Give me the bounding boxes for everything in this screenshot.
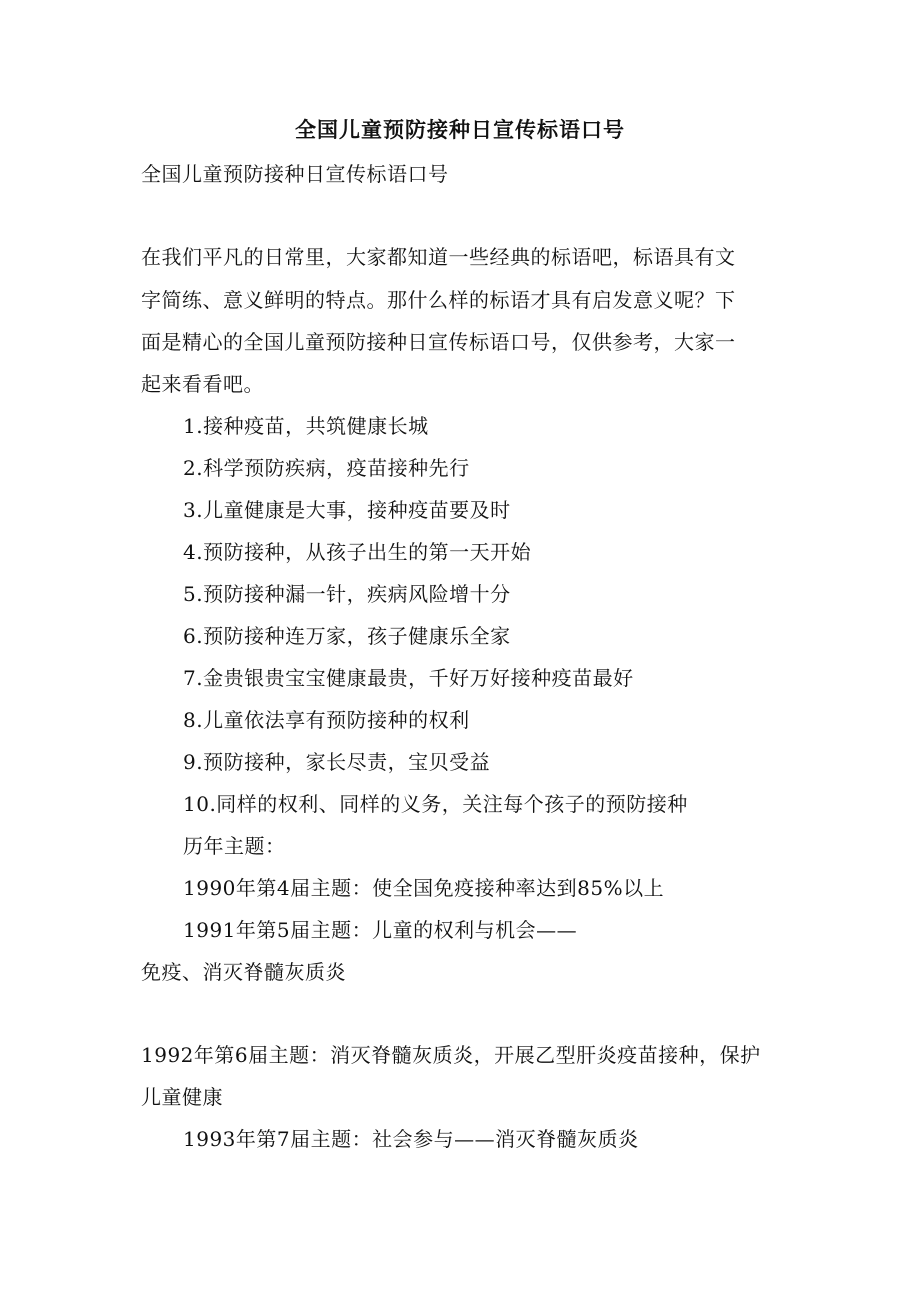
theme-1992-continued: 儿童健康 xyxy=(141,1085,223,1109)
theme-1992: 1992年第6届主题：消灭脊髓灰质炎，开展乙型肝炎疫苗接种，保护 xyxy=(141,1043,761,1067)
intro-line-3: 面是精心的全国儿童预防接种日宣传标语口号，仅供参考，大家一 xyxy=(141,330,736,354)
slogan-item-5: 5.预防接种漏一针，疾病风险增十分 xyxy=(183,582,511,606)
slogan-item-8: 8.儿童依法享有预防接种的权利 xyxy=(183,708,470,732)
slogan-item-6: 6.预防接种连万家，孩子健康乐全家 xyxy=(183,624,511,648)
document-subtitle: 全国儿童预防接种日宣传标语口号 xyxy=(141,162,449,186)
intro-line-2: 字简练、意义鲜明的特点。那什么样的标语才具有启发意义呢？下 xyxy=(141,288,736,312)
slogan-item-7: 7.金贵银贵宝宝健康最贵，千好万好接种疫苗最好 xyxy=(183,666,634,690)
slogan-item-9: 9.预防接种，家长尽责，宝贝受益 xyxy=(183,750,491,774)
slogan-item-1: 1.接种疫苗，共筑健康长城 xyxy=(183,414,429,438)
slogan-item-2: 2.科学预防疾病，疫苗接种先行 xyxy=(183,456,470,480)
slogan-item-10: 10.同样的权利、同样的义务，关注每个孩子的预防接种 xyxy=(183,792,688,816)
intro-line-4: 起来看看吧。 xyxy=(141,372,264,396)
theme-1993: 1993年第7届主题：社会参与——消灭脊髓灰质炎 xyxy=(183,1127,639,1151)
themes-heading: 历年主题： xyxy=(183,834,286,858)
document-title: 全国儿童预防接种日宣传标语口号 xyxy=(295,117,625,142)
theme-1991: 1991年第5届主题：儿童的权利与机会—— xyxy=(183,918,578,942)
intro-line-1: 在我们平凡的日常里，大家都知道一些经典的标语吧，标语具有文 xyxy=(141,245,736,269)
theme-1990: 1990年第4届主题：使全国免疫接种率达到85%以上 xyxy=(183,876,665,900)
theme-1991-continued: 免疫、消灭脊髓灰质炎 xyxy=(141,960,346,984)
slogan-item-4: 4.预防接种，从孩子出生的第一天开始 xyxy=(183,540,532,564)
slogan-item-3: 3.儿童健康是大事，接种疫苗要及时 xyxy=(183,498,511,522)
